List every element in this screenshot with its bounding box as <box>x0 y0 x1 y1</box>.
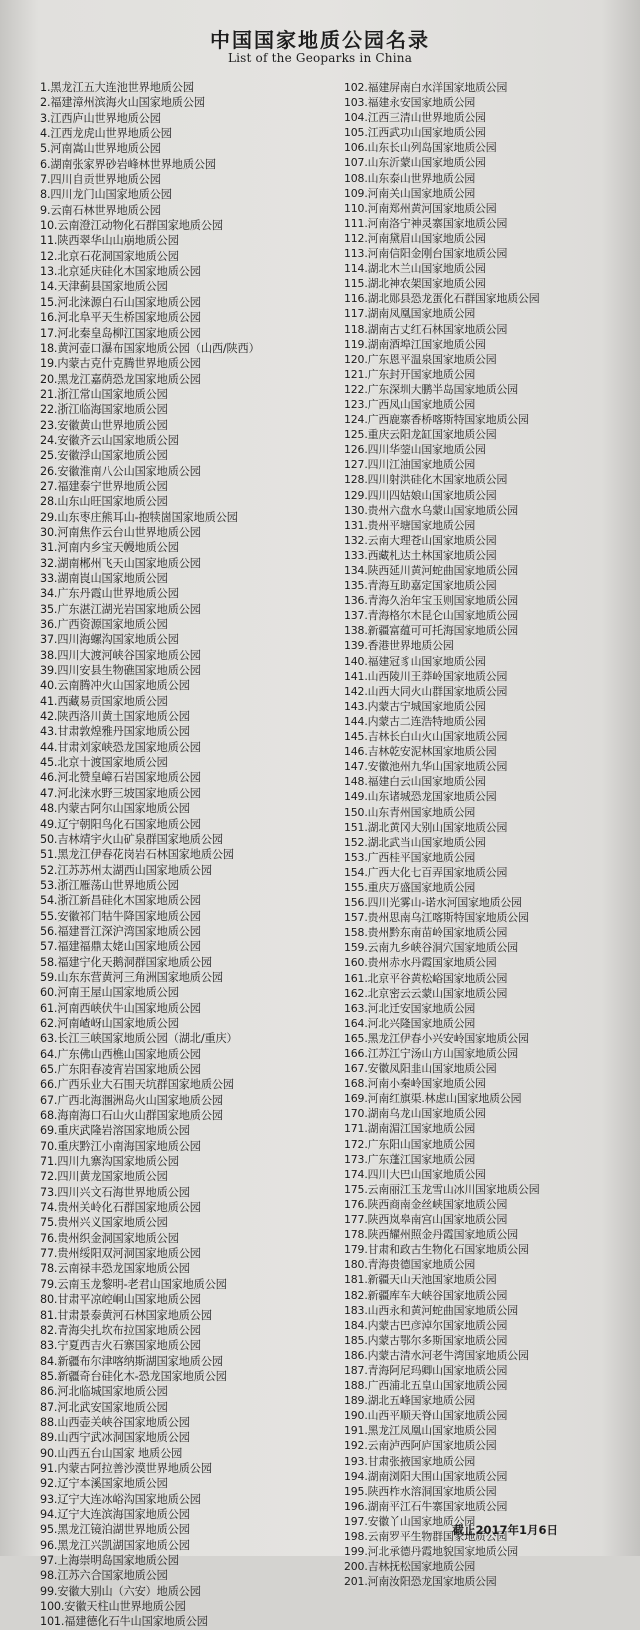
geopark-list-item: 130.贵州六盘水乌蒙山国家地质公园 <box>344 503 519 517</box>
geopark-list-item: 141.山西陵川王莽岭国家地质公园 <box>344 669 508 683</box>
as-of-date: 截止2017年1月6日 <box>452 1523 558 1537</box>
geopark-list-left <box>40 80 335 1630</box>
geopark-list-item: 41.西藏易贡国家地质公园 <box>40 694 168 708</box>
geopark-list-item: 135.青海互助嘉定国家地质公园 <box>344 579 497 593</box>
geopark-list-item: 107.山东沂蒙山国家地质公园 <box>344 156 486 170</box>
geopark-list-item: 73.四川兴文石海世界地质公园 <box>40 1185 190 1199</box>
geopark-list-item: 48.内蒙古阿尔山国家地质公园 <box>40 802 190 816</box>
geopark-list-item: 95.黑龙江镜泊湖世界地质公园 <box>40 1523 190 1537</box>
geopark-list-item: 34.广东丹霞山世界地质公园 <box>40 587 179 601</box>
geopark-list-item: 109.河南关山国家地质公园 <box>344 186 476 200</box>
geopark-list-item: 37.四川海螺沟国家地质公园 <box>40 633 179 647</box>
geopark-list-item: 193.甘肃张掖国家地质公园 <box>344 1454 476 1468</box>
geopark-list-item: 62.河南嵖岈山国家地质公园 <box>40 1016 179 1030</box>
geopark-list-item: 69.重庆武隆岩溶国家地质公园 <box>40 1124 190 1138</box>
geopark-list-item: 144.内蒙古二连浩特地质公园 <box>344 714 486 728</box>
geopark-list-item: 85.新疆奇台硅化木-恐龙国家地质公园 <box>40 1369 227 1383</box>
geopark-list-item: 121.广东封开国家地质公园 <box>344 367 476 381</box>
geopark-list-item: 160.贵州赤水丹霞国家地质公园 <box>344 956 497 970</box>
geopark-list-item: 175.云南丽江玉龙雪山冰川国家地质公园 <box>344 1182 540 1196</box>
geopark-list-item: 136.青海久治年宝玉则国家地质公园 <box>344 594 519 608</box>
geopark-list-item: 172.广东阳山国家地质公园 <box>344 1137 476 1151</box>
geopark-list-item: 190.山西平顺天脊山国家地质公园 <box>344 1409 508 1423</box>
geopark-list-item: 111.河南洛宁神灵寨国家地质公园 <box>344 216 508 230</box>
geopark-list-item: 79.云南玉龙黎明-老君山国家地质公园 <box>40 1277 227 1291</box>
geopark-list-item: 10.云南澄江动物化石群国家地质公园 <box>40 219 223 233</box>
geopark-list-item: 195.陕西柞水溶洞国家地质公园 <box>344 1484 497 1498</box>
page-title: 中国国家地质公园名录 <box>210 28 430 52</box>
geopark-list-item: 1.黑龙江五大连池世界地质公园 <box>40 81 194 94</box>
geopark-list-item: 176.陕西商南金丝峡国家地质公园 <box>344 1197 508 1211</box>
geopark-list-item: 70.重庆黔江小南海国家地质公园 <box>40 1139 201 1153</box>
geopark-list-item: 183.山西永和黄河蛇曲国家地质公园 <box>344 1303 519 1317</box>
geopark-list-item: 93.辽宁大连冰峪沟国家地质公园 <box>40 1492 201 1506</box>
geopark-list-item: 7.四川自贡世界地质公园 <box>40 173 161 187</box>
geopark-list-item: 164.河北兴隆国家地质公园 <box>344 1016 476 1030</box>
geopark-list-item: 146.吉林乾安泥林国家地质公园 <box>344 745 497 759</box>
geopark-list-item: 51.黑龙江伊春花岗岩石林国家地质公园 <box>40 848 234 862</box>
geopark-list-item: 128.四川射洪硅化木国家地质公园 <box>344 473 508 487</box>
geopark-list-item: 49.辽宁朝阳鸟化石国家地质公园 <box>40 817 201 831</box>
geopark-list-item: 13.北京延庆硅化木国家地质公园 <box>40 265 201 279</box>
geopark-list-item: 129.四川四姑娘山国家地质公园 <box>344 488 497 502</box>
geopark-list-item: 56.福建晋江深沪湾国家地质公园 <box>40 924 201 938</box>
geopark-list-item: 58.福建宁化天鹅洞群国家地质公园 <box>40 955 212 969</box>
geopark-list-item: 155.重庆万盛国家地质公园 <box>344 880 476 894</box>
geopark-list-item: 151.湖北黄冈大别山国家地质公园 <box>344 820 508 834</box>
geopark-list-item: 53.浙江雁荡山世界地质公园 <box>40 878 179 892</box>
geopark-list-item: 87.河北武安国家地质公园 <box>40 1400 168 1414</box>
geopark-list-item: 80.甘肃平凉崆峒山国家地质公园 <box>40 1293 201 1307</box>
geopark-list-item: 32.湖南郴州飞天山国家地质公园 <box>40 556 201 570</box>
geopark-list-item: 201.河南汝阳恐龙国家地质公园 <box>344 1575 497 1589</box>
geopark-list-item: 112.河南黛眉山国家地质公园 <box>344 231 486 245</box>
geopark-list-item: 150.山东青州国家地质公园 <box>344 805 476 819</box>
geopark-list-item: 181.新疆天山天池国家地质公园 <box>344 1273 497 1287</box>
geopark-list-item: 169.河南红旗渠.林虑山国家地质公园 <box>344 1092 522 1106</box>
geopark-list-right <box>344 80 634 1589</box>
geopark-list-item: 102.福建屏南白水洋国家地质公园 <box>344 81 508 94</box>
geopark-list-item: 91.内蒙古阿拉善沙漠世界地质公园 <box>40 1461 212 1475</box>
geopark-list-item: 108.山东泰山世界地质公园 <box>344 171 476 185</box>
geopark-list-item: 72.四川黄龙国家地质公园 <box>40 1170 168 1184</box>
geopark-list-item: 50.吉林靖宇火山矿泉群国家地质公园 <box>40 832 223 846</box>
geopark-list-item: 44.甘肃刘家峡恐龙国家地质公园 <box>40 740 201 754</box>
geopark-list-item: 96.黑龙江兴凯湖国家地质公园 <box>40 1538 190 1552</box>
geopark-list-item: 197.安徽丫山国家地质公园 <box>344 1514 476 1528</box>
geopark-list-item: 131.贵州平塘国家地质公园 <box>344 518 476 532</box>
geopark-list-item: 64.广东佛山西樵山国家地质公园 <box>40 1047 201 1061</box>
geopark-list-item: 149.山东诸城恐龙国家地质公园 <box>344 790 497 804</box>
geopark-list-item: 99.安徽大别山（六安）地质公园 <box>40 1584 201 1598</box>
geopark-list-item: 138.新疆富蕴可可托海国家地质公园 <box>344 624 519 638</box>
geopark-list-item: 14.天津蓟县国家地质公园 <box>40 280 168 294</box>
geopark-list-item: 117.湖南凤凰国家地质公园 <box>344 307 476 321</box>
geopark-list-item: 75.贵州兴义国家地质公园 <box>40 1216 168 1230</box>
geopark-list-item: 113.河南信阳金刚台国家地质公园 <box>344 247 508 261</box>
geopark-list-item: 84.新疆布尔津喀纳斯湖国家地质公园 <box>40 1354 223 1368</box>
geopark-list-item: 9.云南石林世界地质公园 <box>40 203 161 217</box>
geopark-list-item: 192.云南泸西阿庐国家地质公园 <box>344 1439 497 1453</box>
geopark-list-item: 6.湖南张家界砂岩峰林世界地质公园 <box>40 157 216 171</box>
geopark-list-item: 171.湖南湄江国家地质公园 <box>344 1122 476 1136</box>
geopark-list-item: 57.福建福鼎太姥山国家地质公园 <box>40 940 201 954</box>
geopark-list-item: 184.内蒙古巴彦淖尔国家地质公园 <box>344 1318 508 1332</box>
geopark-list-item: 165.黑龙江伊春小兴安岭国家地质公园 <box>344 1031 529 1045</box>
geopark-list-item: 120.广东恩平温泉国家地质公园 <box>344 352 497 366</box>
geopark-list-item: 119.湖南酒埠江国家地质公园 <box>344 337 486 351</box>
geopark-list-item: 40.云南腾冲火山国家地质公园 <box>40 679 190 693</box>
geopark-list-item: 82.青海尖扎坎布拉国家地质公园 <box>40 1323 201 1337</box>
geopark-list-item: 29.山东枣庄熊耳山-抱犊崮国家地质公园 <box>40 510 238 524</box>
geopark-list-item: 173.广东蓬江国家地质公园 <box>344 1152 476 1166</box>
geopark-list-item: 90.山西五台山国家 地质公园 <box>40 1446 183 1460</box>
geopark-list-item: 77.贵州绥阳双河洞国家地质公园 <box>40 1247 201 1261</box>
geopark-list-item: 67.广西北海涠洲岛火山国家地质公园 <box>40 1093 223 1107</box>
geopark-list-item: 140.福建冠豸山国家地质公园 <box>344 654 486 668</box>
geopark-list-item: 167.安徽凤阳韭山国家地质公园 <box>344 1062 497 1076</box>
geopark-list-item: 158.贵州黔东南苗岭国家地质公园 <box>344 926 508 940</box>
geopark-list-item: 98.江苏六合国家地质公园 <box>40 1569 168 1583</box>
geopark-list-item: 89.山西宁武冰洞国家地质公园 <box>40 1431 190 1445</box>
geopark-list-item: 152.湖北武当山国家地质公园 <box>344 835 486 849</box>
geopark-list-item: 38.四川大渡河峡谷国家地质公园 <box>40 648 201 662</box>
geopark-list-item: 55.安徽祁门牯牛降国家地质公园 <box>40 909 201 923</box>
geopark-list-item: 74.贵州关岭化石群国家地质公园 <box>40 1201 201 1215</box>
geopark-list-item: 76.贵州织金洞国家地质公园 <box>40 1231 179 1245</box>
geopark-list-item: 105.江西武功山国家地质公园 <box>344 126 486 140</box>
geopark-list-item: 11.陕西翠华山山崩地质公园 <box>40 234 179 248</box>
geopark-list-item: 179.甘肃和政古生物化石国家地质公园 <box>344 1243 529 1257</box>
geopark-list-item: 174.四川大巴山国家地质公园 <box>344 1167 486 1181</box>
geopark-list-item: 52.江苏苏州太湖西山国家地质公园 <box>40 863 212 877</box>
geopark-list-item: 65.广东阳春凌宵岩国家地质公园 <box>40 1063 201 1076</box>
geopark-list-item: 143.内蒙古宁城国家地质公园 <box>344 699 486 713</box>
geopark-list-item: 137.青海格尔木昆仑山国家地质公园 <box>344 609 519 623</box>
geopark-list-item: 8.四川龙门山国家地质公园 <box>40 188 172 202</box>
geopark-list-item: 132.云南大理苍山国家地质公园 <box>344 533 497 547</box>
geopark-list-item: 162.北京密云云蒙山国家地质公园 <box>344 986 508 1000</box>
geopark-list-item: 186.内蒙古清水河老牛湾国家地质公园 <box>344 1348 529 1362</box>
geopark-list-item: 21.浙江常山国家地质公园 <box>40 387 168 401</box>
geopark-list-item: 166.江苏江宁汤山方山国家地质公园 <box>344 1047 519 1060</box>
geopark-list-item: 200.吉林抚松国家地质公园 <box>344 1560 476 1574</box>
geopark-list-item: 157.贵州思南乌江喀斯特国家地质公园 <box>344 911 529 925</box>
geopark-list-item: 126.四川华蓥山国家地质公园 <box>344 443 486 457</box>
geopark-list-item: 148.福建白云山国家地质公园 <box>344 775 486 789</box>
geopark-list-item: 142.山西大同火山群国家地质公园 <box>344 684 508 698</box>
geopark-list-item: 97.上海崇明岛国家地质公园 <box>40 1554 179 1567</box>
geopark-list-item: 198.云南罗平生物群国家地质公园 <box>344 1530 508 1543</box>
geopark-list-item: 177.陕西岚皋南宫山国家地质公园 <box>344 1213 508 1227</box>
geopark-list-item: 28.山东山旺国家地质公园 <box>40 495 168 509</box>
geopark-list-item: 101.福建德化石牛山国家地质公园 <box>40 1615 208 1629</box>
geopark-list-item: 199.河北承德丹霞地貌国家地质公园 <box>344 1545 519 1559</box>
geopark-list-item: 104.江西三清山世界地质公园 <box>344 111 486 125</box>
geopark-list-item: 127.四川江油国家地质公园 <box>344 458 476 472</box>
geopark-list-item: 46.河北赞皇嶂石岩国家地质公园 <box>40 771 201 785</box>
geopark-list-item: 27.福建泰宁世界地质公园 <box>40 479 168 493</box>
geopark-list-item: 60.河南王屋山国家地质公园 <box>40 986 179 1000</box>
geopark-list-item: 125.重庆云阳龙缸国家地质公园 <box>344 428 497 442</box>
geopark-list-item: 78.云南禄丰恐龙国家地质公园 <box>40 1262 190 1276</box>
geopark-list-item: 31.河南内乡宝天幔地质公园 <box>40 541 179 555</box>
geopark-list-item: 124.广西鹿寨香桥喀斯特国家地质公园 <box>344 413 529 427</box>
geopark-list-item: 39.四川安县生物礁国家地质公园 <box>40 664 201 678</box>
geopark-list-item: 114.湖北木兰山国家地质公园 <box>344 262 486 276</box>
geopark-list-item: 25.安徽浮山国家地质公园 <box>40 449 168 463</box>
geopark-list-item: 182.新疆库车大峡谷国家地质公园 <box>344 1288 508 1302</box>
geopark-list-item: 133.西藏札达土林国家地质公园 <box>344 548 497 562</box>
geopark-list-item: 115.湖北神农架国家地质公园 <box>344 277 486 291</box>
geopark-list-item: 110.河南郑州黄河国家地质公园 <box>344 201 497 215</box>
geopark-list-item: 147.安徽池州九华山国家地质公园 <box>344 760 508 774</box>
geopark-list-item: 106.山东长山列岛国家地质公园 <box>344 141 497 155</box>
geopark-list-item: 33.湖南崀山国家地质公园 <box>40 572 168 585</box>
geopark-list-item: 61.河南西峡伏牛山国家地质公园 <box>40 1001 201 1015</box>
geopark-list-item: 2.福建漳州滨海火山国家地质公园 <box>40 96 205 110</box>
geopark-list-item: 3.江西庐山世界地质公园 <box>40 111 161 125</box>
geopark-list-item: 16.河北阜平天生桥国家地质公园 <box>40 311 201 325</box>
geopark-list-item: 45.北京十渡国家地质公园 <box>40 756 168 770</box>
geopark-list-item: 178.陕西耀州照金丹霞国家地质公园 <box>344 1228 519 1242</box>
geopark-list-item: 23.安徽黄山世界地质公园 <box>40 418 168 432</box>
geopark-list-item: 63.长江三峡国家地质公园（湖北/重庆） <box>40 1032 238 1046</box>
geopark-list-item: 42.陕西洛川黄土国家地质公园 <box>40 710 190 724</box>
geopark-list-item: 26.安徽淮南八公山国家地质公园 <box>40 464 201 478</box>
geopark-list-item: 180.青海贵德国家地质公园 <box>344 1258 476 1272</box>
geopark-list-item: 92.辽宁本溪国家地质公园 <box>40 1477 168 1491</box>
geopark-list-item: 103.福建永安国家地质公园 <box>344 96 476 110</box>
geopark-list-item: 68.海南海口石山火山群国家地质公园 <box>40 1109 223 1123</box>
geopark-list-item: 153.广西桂平国家地质公园 <box>344 850 476 864</box>
geopark-list-item: 47.河北涞水野三坡国家地质公园 <box>40 786 201 800</box>
geopark-list-item: 59.山东东营黄河三角洲国家地质公园 <box>40 970 223 984</box>
geopark-list-item: 19.内蒙古克什克腾世界地质公园 <box>40 357 201 371</box>
geopark-list-item: 134.陕西延川黄河蛇曲国家地质公园 <box>344 564 519 577</box>
geopark-list-item: 154.广西大化七百弄国家地质公园 <box>344 865 508 879</box>
geopark-list-item: 168.河南小秦岭国家地质公园 <box>344 1077 486 1091</box>
geopark-list-item: 4.江西龙虎山世界地质公园 <box>40 127 172 141</box>
geopark-list-item: 81.甘肃景泰黄河石林国家地质公园 <box>40 1308 212 1322</box>
geopark-list-item: 191.黑龙江凤凰山国家地质公园 <box>344 1424 497 1438</box>
geopark-list-item: 71.四川九寨沟国家地质公园 <box>40 1155 179 1169</box>
geopark-list-item: 156.四川光雾山-诺水河国家地质公园 <box>344 896 522 910</box>
geopark-list-item: 170.湖南乌龙山国家地质公园 <box>344 1107 486 1121</box>
geopark-list-item: 36.广西资源国家地质公园 <box>40 618 168 632</box>
geopark-list-item: 159.云南九乡峡谷洞穴国家地质公园 <box>344 941 519 955</box>
geopark-list-item: 35.广东湛江湖光岩国家地质公园 <box>40 602 201 616</box>
geopark-list-item: 100.安徽天柱山世界地质公园 <box>40 1600 186 1614</box>
geopark-list-item: 24.安徽齐云山国家地质公园 <box>40 433 179 447</box>
geopark-list-item: 94.辽宁大连滨海国家地质公园 <box>40 1507 190 1521</box>
geopark-list-item: 122.广东深圳大鹏半岛国家地质公园 <box>344 382 519 396</box>
geopark-list-item: 12.北京石花洞国家地质公园 <box>40 249 179 263</box>
geopark-list-item: 118.湖南古丈红石林国家地质公园 <box>344 322 508 336</box>
geopark-list-item: 161.北京平谷黄松峪国家地质公园 <box>344 971 508 985</box>
geopark-list-item: 18.黄河壶口瀑布国家地质公园（山西/陕西） <box>40 341 260 355</box>
geopark-list-item: 86.河北临城国家地质公园 <box>40 1385 168 1399</box>
geopark-list-item: 116.湖北郧县恐龙蛋化石群国家地质公园 <box>344 292 540 306</box>
page-subtitle: List of the Geoparks in China <box>227 51 413 65</box>
geopark-list-item: 88.山西壶关峡谷国家地质公园 <box>40 1415 190 1429</box>
geopark-list-item: 189.湖北五峰国家地质公园 <box>344 1394 476 1408</box>
geopark-list-item: 123.广西凤山国家地质公园 <box>344 397 476 411</box>
geopark-list-item: 22.浙江临海国家地质公园 <box>40 403 168 417</box>
geopark-list-item: 5.河南嵩山世界地质公园 <box>40 142 161 156</box>
geopark-list-item: 20.黑龙江嘉荫恐龙国家地质公园 <box>40 372 201 386</box>
geopark-list-item: 30.河南焦作云台山世界地质公园 <box>40 525 201 539</box>
geopark-list-item: 139.香港世界地质公园 <box>344 639 454 653</box>
geopark-list-item: 194.湖南浏阳大围山国家地质公园 <box>344 1469 508 1483</box>
geopark-list-item: 188.广西浦北五皇山国家地质公园 <box>344 1379 508 1393</box>
geopark-list-item: 185.内蒙古鄂尔多斯国家地质公园 <box>344 1333 508 1347</box>
geopark-list-item: 196.湖南平江石牛寨国家地质公园 <box>344 1499 508 1513</box>
geopark-list-item: 163.河北迁安国家地质公园 <box>344 1001 476 1015</box>
geopark-list-item: 66.广西乐业大石围天坑群国家地质公园 <box>40 1078 234 1092</box>
geopark-list-item: 83.宁夏西吉火石寨国家地质公园 <box>40 1339 201 1353</box>
geopark-list-item: 43.甘肃敦煌雅丹国家地质公园 <box>40 725 190 739</box>
geopark-list-item: 15.河北涞源白石山国家地质公园 <box>40 295 201 309</box>
geopark-list-item: 54.浙江新昌硅化木国家地质公园 <box>40 894 201 908</box>
geopark-list-item: 145.吉林长白山火山国家地质公园 <box>344 730 508 744</box>
geopark-list-item: 187.青海阿尼玛卿山国家地质公园 <box>344 1363 508 1377</box>
geopark-list-item: 17.河北秦皇岛柳江国家地质公园 <box>40 326 201 340</box>
